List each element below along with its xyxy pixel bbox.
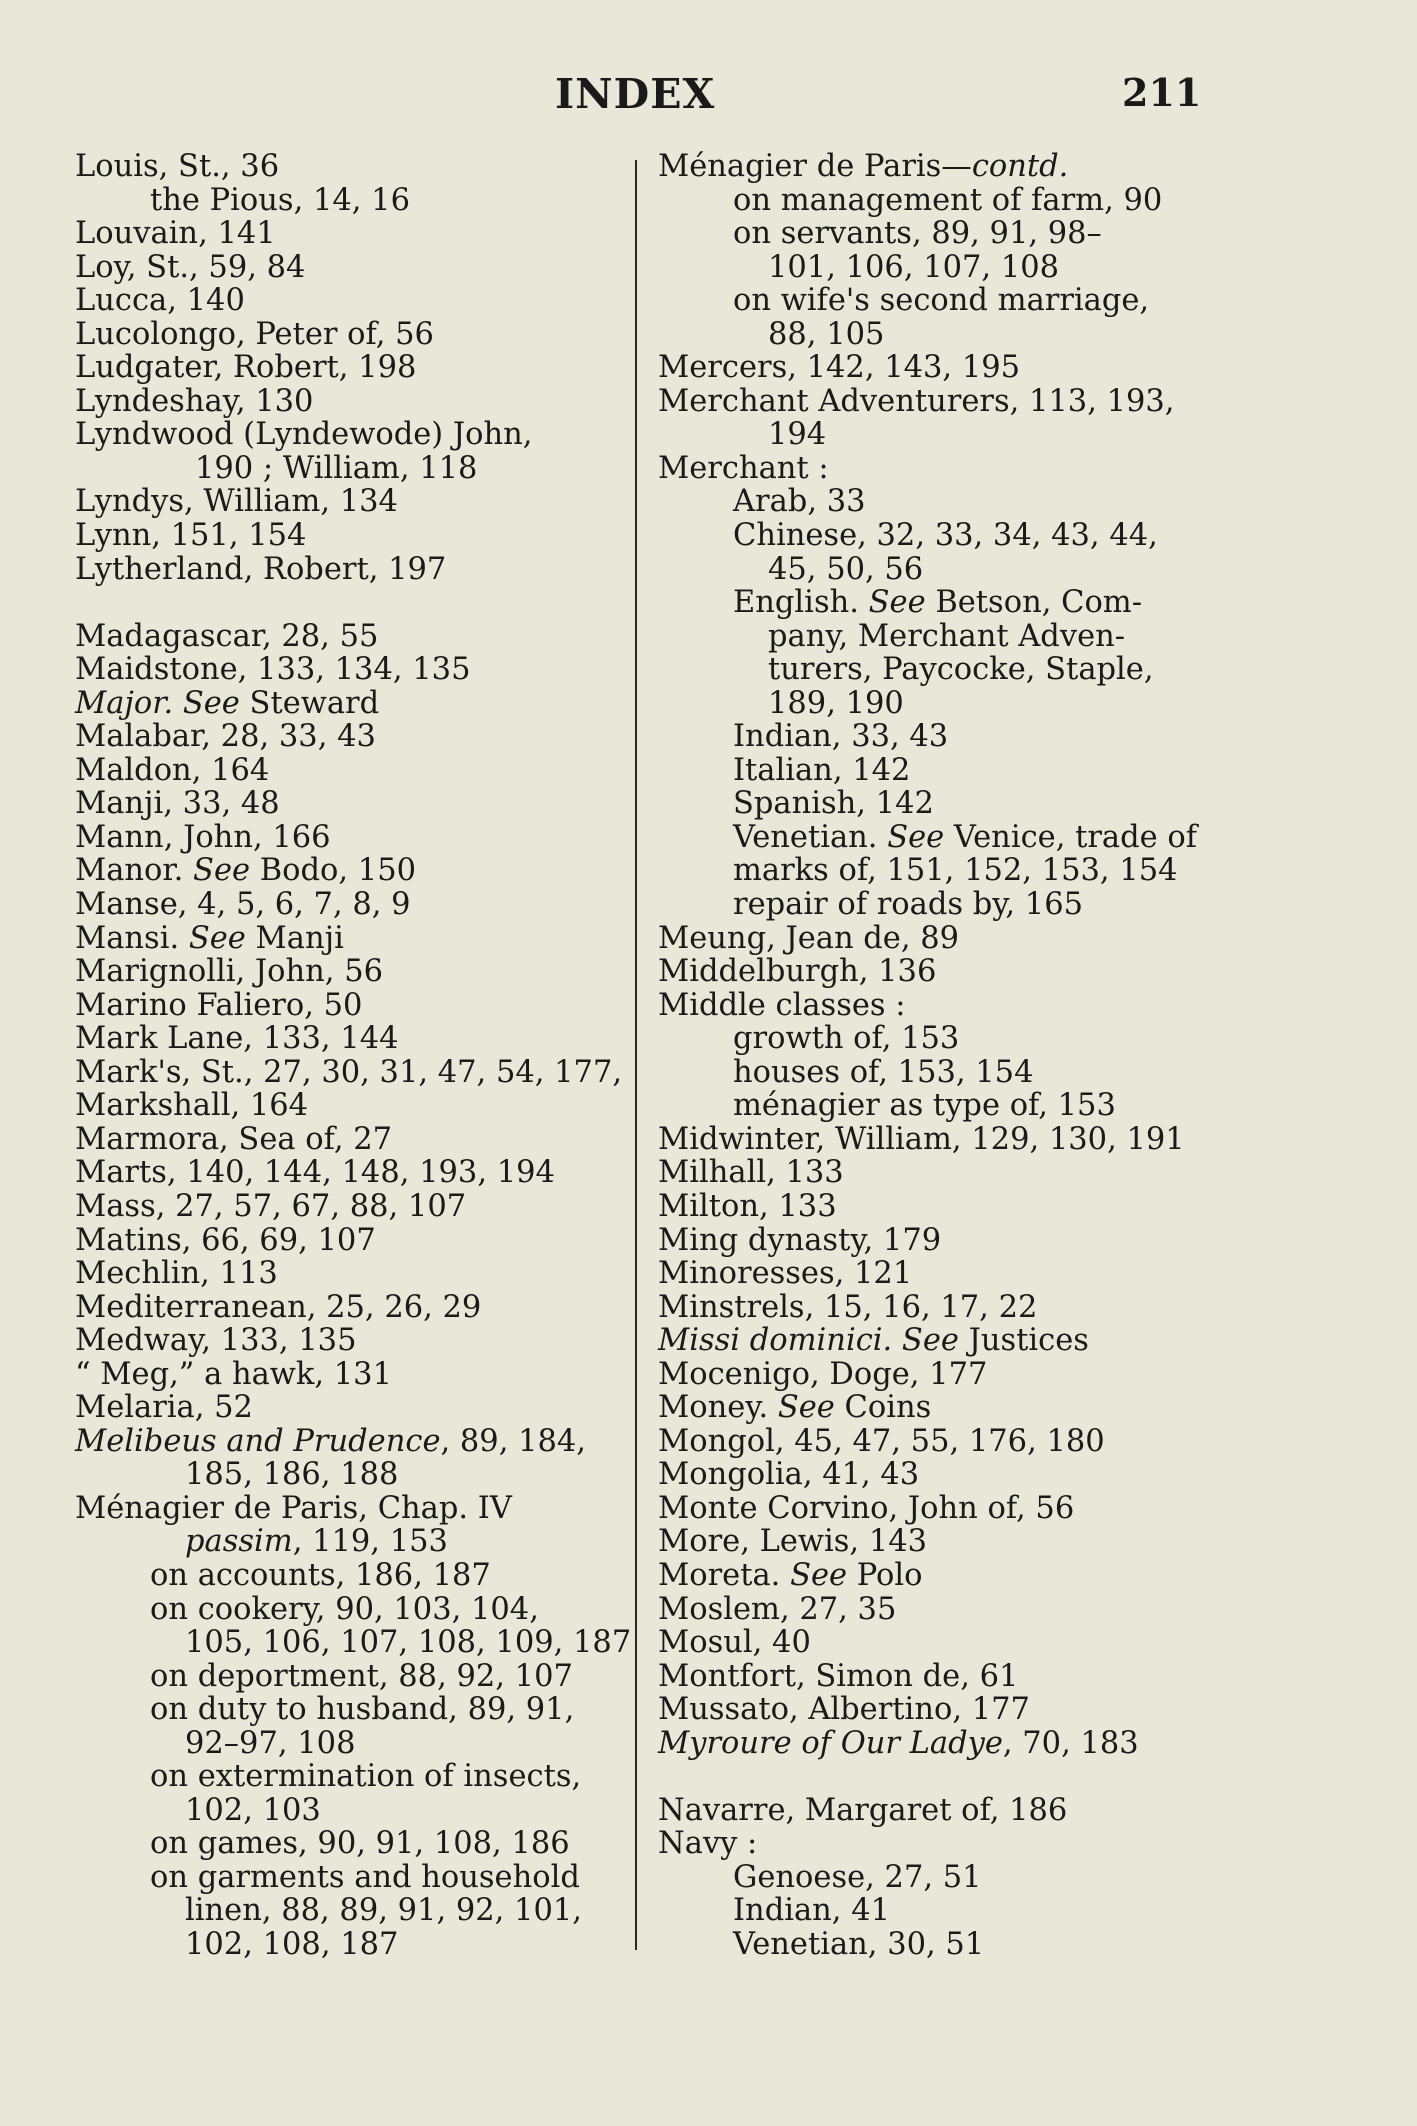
entry-text: on cookery, 90, 103, 104, [150,1591,539,1627]
entry-text: Marmora, Sea of, 27 [75,1121,393,1157]
entry-text: Bodo, 150 [250,853,417,889]
entry-text: Maidstone, 133, 134, 135 [75,652,471,688]
entry-text: Indian, 33, 43 [733,719,949,755]
entry-text: Venetian, 30, 51 [733,1926,985,1962]
column-divider [635,160,637,1950]
index-subentry [75,184,645,218]
index-subentry [75,1928,645,1962]
entry-italic: Myroure of Our Ladye [658,1725,1003,1761]
entry-italic: See [777,1390,835,1426]
entry-text: on extermination of insects, [150,1759,582,1795]
index-subentry [658,787,1218,821]
index-subentry [658,1928,1218,1962]
index-entry [658,1458,1218,1492]
entry-text: Lyndwood (Lyndewode) John, [75,417,533,453]
index-entry [658,1257,1218,1291]
entry-text: Arab, 33 [733,484,866,520]
entry-text: Manji, 33, 48 [75,786,280,822]
index-entry [75,1358,645,1392]
index-entry [658,1492,1218,1526]
entry-text: Montfort, Simon de, 61 [658,1658,1019,1694]
entry-text: Justices [958,1323,1089,1359]
index-subentry [658,485,1218,519]
index-entry [658,955,1218,989]
entry-text: Lytherland, Robert, 197 [75,551,447,587]
index-subentry [75,1727,645,1761]
index-entry [658,1794,1218,1828]
page-title: INDEX [555,70,716,118]
entry-text: Middelburgh, 136 [658,954,937,990]
index-subentry [658,1089,1218,1123]
entry-text: Midwinter, William, 129, 130, 191 [658,1121,1185,1157]
entry-text: Lucca, 140 [75,283,245,319]
entry-text: Maldon, 164 [75,752,270,788]
index-subentry [75,1693,645,1727]
index-entry [75,1257,645,1291]
index-subentry [658,754,1218,788]
index-entry [75,1022,645,1056]
index-entry [658,1559,1218,1593]
entry-text: , 119, 153 [292,1524,448,1560]
entry-text: Ménagier de Paris— [658,149,972,184]
entry-italic: See [193,853,251,889]
entry-text: Coins [834,1390,932,1426]
entry-text: 194 [768,417,827,453]
entry-text: 45, 50, 56 [768,551,924,587]
entry-text: Mediterranean, 25, 26, 29 [75,1289,482,1325]
index-subentry [658,653,1218,687]
entry-text: Loy, St., 59, 84 [75,249,306,285]
index-entry [658,1291,1218,1325]
entry-italic: Missi dominici. See [658,1323,959,1359]
entry-prefix: Money. [658,1390,778,1426]
entry-text: Lyndeshay, 130 [75,383,314,419]
index-entry [658,1391,1218,1425]
entry-text: Mocenigo, Doge, 177 [658,1356,988,1392]
entry-text: Venice, trade of [944,819,1198,855]
index-subentry [658,184,1218,218]
index-entry [75,1324,645,1358]
entry-text: 102, 103 [185,1792,321,1828]
index-column-left [75,150,645,1962]
index-entry [658,1224,1218,1258]
index-entry [658,1358,1218,1392]
entry-text: on deportment, 88, 92, 107 [150,1658,573,1694]
index-column-right [658,150,1218,1962]
index-subentry [658,217,1218,251]
entry-text: Moslem, 27, 35 [658,1591,897,1627]
index-entry [75,1224,645,1258]
index-entry [658,150,1218,184]
index-gap [75,586,645,620]
entry-text: Milhall, 133 [658,1155,844,1191]
index-entry [658,452,1218,486]
index-subentry [658,888,1218,922]
index-entry [658,1827,1218,1861]
entry-text: houses of, 153, 154 [733,1054,1034,1090]
index-entry [75,888,645,922]
index-entry [658,1727,1218,1761]
entry-text: Chinese, 32, 33, 34, 43, 44, [733,518,1158,554]
entry-text: Mongolia, 41, 43 [658,1457,920,1493]
entry-text: , 70, 183 [1002,1725,1139,1761]
entry-text: Minoresses, 121 [658,1256,913,1292]
entry-text: Navarre, Margaret of, 186 [658,1792,1068,1828]
index-subentry [658,1022,1218,1056]
index-subentry [75,1894,645,1928]
entry-text: on management of farm, 90 [733,182,1163,218]
index-entry [75,1056,645,1090]
index-entry [75,1492,645,1526]
entry-text: Middle classes : [658,987,906,1023]
entry-text: Medway, 133, 135 [75,1323,357,1359]
index-subentry [658,1056,1218,1090]
index-subentry [658,821,1218,855]
index-entry [658,1156,1218,1190]
index-subentry [658,418,1218,452]
index-subentry [75,452,645,486]
entry-text: Italian, 142 [733,752,911,788]
index-subentry [658,687,1218,721]
entry-text: the Pious, 14, 16 [150,182,410,218]
index-entry [75,854,645,888]
entry-italic: See [887,819,945,855]
page-number: 211 [1122,70,1202,115]
entry-text: turers, Paycocke, Staple, [768,652,1154,688]
index-entry [658,1425,1218,1459]
entry-text: Minstrels, 15, 16, 17, 22 [658,1289,1038,1325]
entry-text: Mercers, 142, 143, 195 [658,350,1021,386]
index-subentry [75,1827,645,1861]
index-entry [75,1291,645,1325]
entry-text: 102, 108, 187 [185,1926,399,1962]
entry-text: , 89, 184, [440,1423,587,1459]
entry-text: Milton, 133 [658,1188,837,1224]
entry-text: Marts, 140, 144, 148, 193, 194 [75,1155,555,1191]
index-subentry [658,720,1218,754]
index-entry [75,150,645,184]
entry-text: Meung, Jean de, 89 [658,920,960,956]
index-entry [75,1425,645,1459]
entry-text: 185, 186, 188 [185,1457,399,1493]
entry-text: Merchant : [658,450,829,486]
index-entry [75,653,645,687]
index-entry [658,922,1218,956]
entry-italic: See [790,1557,848,1593]
entry-text: on games, 90, 91, 108, 186 [150,1826,570,1862]
entry-italic-suffix: contd. [971,149,1069,184]
entry-italic: See [188,920,246,956]
entry-text: Polo [847,1557,923,1593]
index-subentry [75,1660,645,1694]
entry-text: Markshall, 164 [75,1088,309,1124]
index-subentry [658,620,1218,654]
index-entry [658,1324,1218,1358]
entry-text: Monte Corvino, John of, 56 [658,1490,1075,1526]
index-entry [658,1660,1218,1694]
index-entry [75,787,645,821]
entry-prefix: Mansi. [75,920,189,956]
entry-text: Ménagier de Paris, Chap. IV [75,1490,512,1526]
entry-text: Marignolli, John, 56 [75,954,384,990]
index-entry [658,989,1218,1023]
entry-text: Madagascar, 28, 55 [75,618,379,654]
entry-italic: passim [185,1524,293,1560]
entry-text: ménagier as type of, 153 [733,1088,1116,1124]
entry-text: repair of roads by, 165 [733,887,1084,923]
index-entry [75,922,645,956]
index-subentry [658,854,1218,888]
index-entry [658,1593,1218,1627]
entry-italic: See [868,585,926,621]
index-entry [658,1123,1218,1157]
index-entry [75,1156,645,1190]
entry-text: Mark's, St., 27, 30, 31, 47, 54, 177, [75,1054,623,1090]
index-entry [75,351,645,385]
index-subentry [658,553,1218,587]
entry-text: 105, 106, 107, 108, 109, 187 [185,1625,632,1661]
entry-text: Manji [245,920,344,956]
index-entry [658,351,1218,385]
entry-text: pany, Merchant Adven- [768,618,1126,654]
index-subentry [75,1794,645,1828]
index-entry [75,519,645,553]
entry-prefix: Moreta. [658,1557,791,1593]
entry-prefix: English. [733,585,869,621]
index-subentry [658,318,1218,352]
entry-text: Mass, 27, 57, 67, 88, 107 [75,1188,467,1224]
index-entry [75,1190,645,1224]
index-entry [75,720,645,754]
index-entry [75,821,645,855]
index-entry [75,620,645,654]
entry-text: on garments and household [150,1859,580,1895]
entry-text: Mosul, 40 [658,1625,811,1661]
index-entry [75,385,645,419]
index-subentry [658,586,1218,620]
index-entry [75,485,645,519]
entry-text: Genoese, 27, 51 [733,1859,982,1895]
entry-text: marks of, 151, 152, 153, 154 [733,853,1178,889]
index-subentry [75,1760,645,1794]
index-subentry [658,284,1218,318]
entry-text: on accounts, 186, 187 [150,1557,491,1593]
index-subentry [75,1559,645,1593]
entry-text: on wife's second marriage, [733,283,1150,319]
index-entry [75,284,645,318]
entry-text: “ Meg,” a hawk, 131 [75,1356,392,1392]
index-subentry [75,1626,645,1660]
index-entry [658,1693,1218,1727]
index-entry [75,553,645,587]
entry-text: Louis, St., 36 [75,149,280,184]
entry-text: Marino Faliero, 50 [75,987,363,1023]
index-subentry [658,251,1218,285]
entry-text: on duty to husband, 89, 91, [150,1692,575,1728]
index-subentry [75,1861,645,1895]
index-subentry [658,1894,1218,1928]
entry-text: 101, 106, 107, 108 [768,249,1060,285]
entry-text: 92–97, 108 [185,1725,356,1761]
entry-text: Mechlin, 113 [75,1256,278,1292]
entry-text: Betson, Com- [925,585,1143,621]
entry-text: Malabar, 28, 33, 43 [75,719,376,755]
entry-text: Ming dynasty, 179 [658,1222,942,1258]
index-subentry [75,1458,645,1492]
index-entry [658,1626,1218,1660]
index-entry [75,318,645,352]
index-entry [658,385,1218,419]
entry-italic: Melibeus and Prudence [75,1423,441,1459]
index-subentry [658,519,1218,553]
index-entry [75,989,645,1023]
index-entry [75,955,645,989]
entry-text: Indian, 41 [733,1893,890,1929]
entry-italic: Major. See [75,685,240,721]
entry-text: Ludgater, Robert, 198 [75,350,417,386]
index-entry [75,1391,645,1425]
entry-text: More, Lewis, 143 [658,1524,928,1560]
index-entry [75,1089,645,1123]
index-entry [75,687,645,721]
entry-text: Louvain, 141 [75,216,276,252]
entry-text: Lyndys, William, 134 [75,484,398,520]
entry-prefix: Venetian. [733,819,888,855]
index-subentry [75,1593,645,1627]
entry-text: Mussato, Albertino, 177 [658,1692,1030,1728]
entry-text: Spanish, 142 [733,786,934,822]
entry-text: growth of, 153 [733,1021,960,1057]
entry-text: on servants, 89, 91, 98– [733,216,1102,252]
index-entry [75,1123,645,1157]
entry-text: Melaria, 52 [75,1390,253,1426]
entry-text: Mark Lane, 133, 144 [75,1021,399,1057]
entry-text: 190 ; William, 118 [195,450,478,486]
index-entry [75,754,645,788]
index-subentry [658,1861,1218,1895]
index-entry [658,1525,1218,1559]
entry-text: Navy : [658,1826,758,1862]
entry-text: 189, 190 [768,685,904,721]
entry-text: Mann, John, 166 [75,819,331,855]
index-entry [75,217,645,251]
index-entry [75,418,645,452]
entry-text: Lynn, 151, 154 [75,518,307,554]
entry-text: 88, 105 [768,316,885,352]
index-subentry [75,1525,645,1559]
entry-prefix: Manor. [75,853,194,889]
entry-text: Mongol, 45, 47, 55, 176, 180 [658,1423,1105,1459]
entry-text: Manse, 4, 5, 6, 7, 8, 9 [75,887,411,923]
entry-text: Matins, 66, 69, 107 [75,1222,376,1258]
entry-text: Lucolongo, Peter of, 56 [75,316,434,352]
entry-text: linen, 88, 89, 91, 92, 101, [185,1893,582,1929]
entry-text: Merchant Adventurers, 113, 193, [658,383,1175,419]
index-entry [75,251,645,285]
entry-text: Steward [239,685,380,721]
index-gap [658,1760,1218,1794]
index-entry [658,1190,1218,1224]
